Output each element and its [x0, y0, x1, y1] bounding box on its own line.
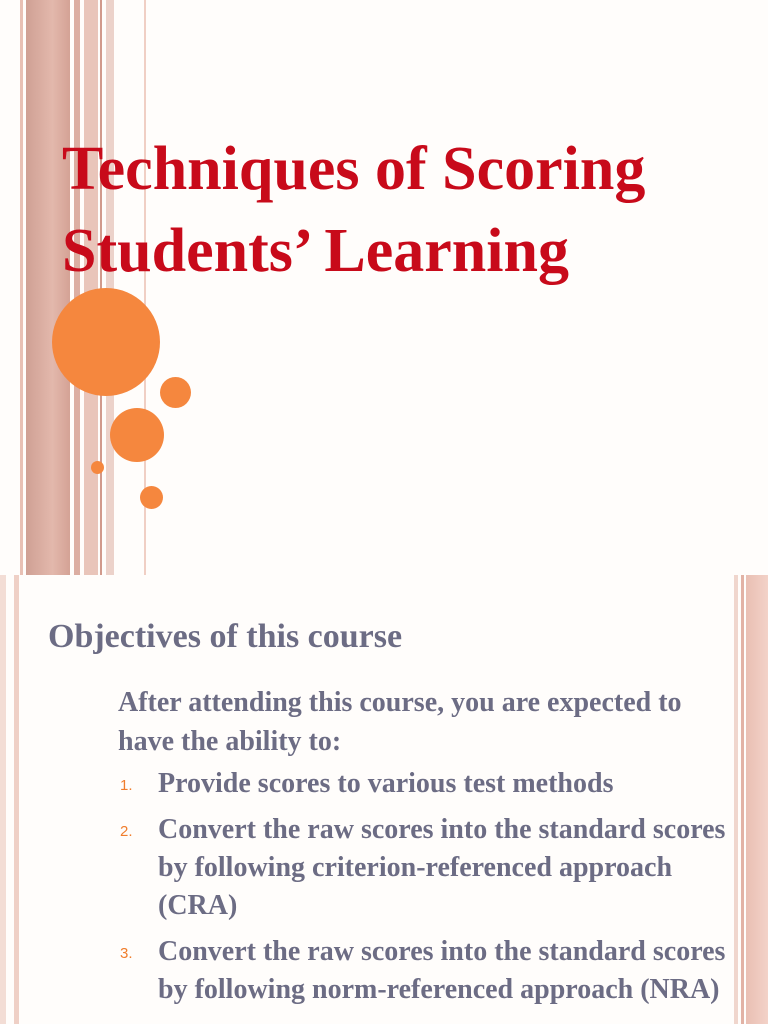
objectives-intro: After attending this course, you are expected to have the ability to:: [118, 687, 682, 757]
list-item-text: Convert the raw scores into the standard scores by following norm-referenced approach (NRA): [158, 936, 726, 1005]
list-number: 2.: [120, 823, 133, 840]
list-item-text: Provide scores to various test methods: [158, 768, 614, 799]
list-number: 1.: [120, 777, 133, 794]
decorative-stripe: [734, 575, 738, 1024]
large-orange-circle: [52, 288, 160, 396]
list-item: [118, 765, 728, 803]
small-orange-circle: [140, 486, 163, 509]
list-item-text: Convert the raw scores into the standard scores by following criterion-referenced approach (CRA): [158, 814, 726, 921]
list-number: 3.: [120, 945, 133, 962]
objectives-list: [118, 765, 728, 1017]
slide-title: [62, 128, 752, 292]
decorative-stripe: [741, 575, 744, 1024]
decorative-stripe: [0, 575, 6, 1024]
objectives-slide: [0, 575, 768, 1024]
list-item: [118, 811, 728, 925]
small-orange-circle: [160, 377, 191, 408]
medium-orange-circle: [110, 408, 164, 462]
title-line-2: Students’ Learning: [62, 217, 569, 285]
objectives-heading: Objectives of this course: [48, 618, 403, 655]
decorative-stripe: [20, 0, 23, 575]
decorative-stripe: [14, 575, 19, 1024]
list-item: [118, 933, 728, 1009]
decorative-stripe: [746, 575, 768, 1024]
title-line-1: Techniques of Scoring: [62, 135, 646, 203]
tiny-orange-circle: [91, 461, 104, 474]
